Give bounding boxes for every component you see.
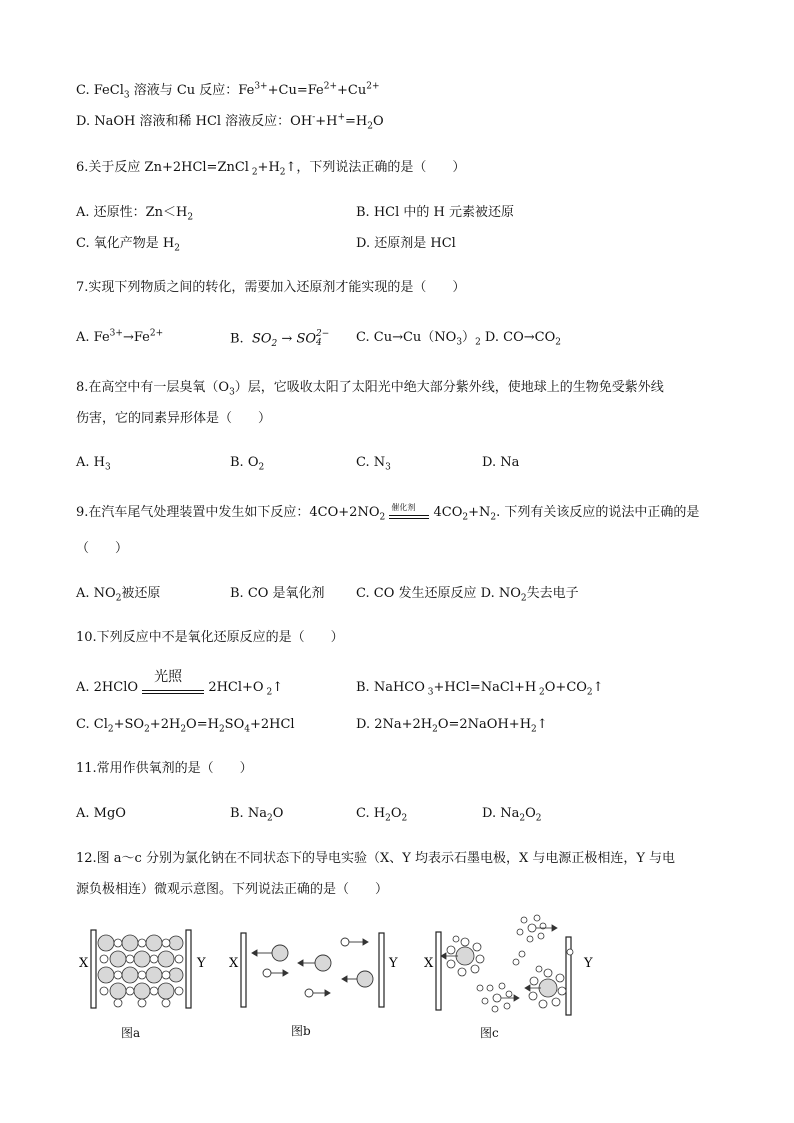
- q7-option-a: A. $Fe^{3+}\to Fe^{2+}$: [76, 328, 164, 345]
- q9-option-c: C. CO 发生还原反应 D. $NO_2$失去电子: [356, 586, 579, 604]
- q9-option-b: B. CO 是氧化剂: [230, 586, 325, 601]
- q6-option-a: A. 还原性：$Zn<H_2$: [76, 205, 194, 223]
- q6-option-c: C. 氧化产物是 $H_2$: [76, 236, 180, 254]
- q8-option-c: C. $N_3$: [356, 455, 391, 473]
- q8-option-b: B. $O_2$: [230, 455, 265, 473]
- figure-b-molten-nacl: [225, 925, 410, 1015]
- electrode-y-label: Y: [584, 956, 593, 971]
- hydrated-ions: [441, 915, 573, 1012]
- q11-option-b: B. $Na_2O$: [230, 806, 284, 824]
- q5-option-c: C. FeCl$_3$ 溶液与 Cu 反应：$Fe^{3+}+Cu=Fe^{2+}+Cu^{2+}$: [76, 81, 380, 101]
- electrode-x-label: X: [424, 956, 434, 971]
- electrode-x-label: X: [229, 956, 239, 971]
- q8-option-d: D. Na: [482, 455, 520, 470]
- catalyst-label: 催化剂: [391, 502, 416, 512]
- figure-a-solid-nacl: [75, 925, 215, 1015]
- q10-option-b: B. NaHCO $_3$+HCl=NaCl+H $_2O+CO_2↑$: [356, 680, 604, 698]
- q9-option-a: A. $NO_2$被还原: [76, 586, 161, 604]
- electrode-x: [436, 932, 441, 1010]
- catalyst-arrow: [389, 502, 429, 520]
- ion-lattice: [98, 935, 183, 1007]
- q8-option-a: A. $H_3$: [76, 455, 111, 473]
- q10-option-c: C. $Cl_2+SO_2+2H_2O=H_2SO_4+2HCl$: [76, 717, 295, 735]
- electrode-x-label: X: [79, 956, 89, 971]
- q11-option-c: C. $H_2O_2$: [356, 806, 408, 824]
- q12-stem-line1: 12.图 a～c 分别为氯化钠在不同状态下的导电实验（X、Y 均表示石墨电极，X 与电源正极相连，Y 与电: [76, 851, 676, 866]
- q6-stem: 6.关于反应 Zn+2HCl=ZnCl $_2+H_2↑$，下列说法正确的是（ ）: [76, 160, 466, 178]
- q11-option-d: D. $Na_2O_2$: [482, 806, 542, 824]
- q12-stem-line2: 源负极相连）微观示意图。下列说法正确的是（ ）: [76, 882, 389, 897]
- q9-stem-line1: 9.在汽车尾气处理装置中发生如下反应：$4CO+2NO_2$ 催化剂 $4CO_2+N_2$. 下列有关该反应的说法中正确的是: [76, 505, 699, 521]
- figure-a-caption: 图a: [121, 1026, 141, 1040]
- free-ions: [252, 938, 373, 997]
- q10-stem: 10.下列反应中不是氧化还原反应的是（ ）: [76, 630, 344, 645]
- electrode-y: [186, 930, 191, 1008]
- q6-option-d: D. 还原剂是 HCl: [356, 236, 456, 251]
- q8-stem-line2: 伤害，它的同素异形体是（ ）: [76, 411, 272, 426]
- q9-stem-line2: （ ）: [76, 541, 129, 556]
- electrode-y: [379, 933, 384, 1007]
- electrode-x: [91, 930, 96, 1008]
- figure-c-caption: 图c: [480, 1026, 499, 1040]
- q6-option-b: B. HCl 中的 H 元素被还原: [356, 205, 514, 220]
- electrode-y-label: Y: [197, 956, 206, 971]
- figure-b-caption: 图b: [291, 1024, 311, 1038]
- electrode-x: [241, 933, 246, 1007]
- q10-option-a: A. 2HClO 光照 2HCl+O $_2$↑: [76, 668, 284, 698]
- q10-option-d: D. $2Na+2H_2O=2NaOH+H_2↑$: [356, 717, 548, 735]
- q5-option-d: D. NaOH 溶液和稀 HCl 溶液反应：$OH^-+H^+=H_2O$: [76, 112, 384, 132]
- q7-option-b: B. $SO_2$ → SO 2− 4: [230, 329, 330, 350]
- q7-stem: 7.实现下列物质之间的转化，需要加入还原剂才能实现的是（ ）: [76, 280, 466, 295]
- light-condition-label: 光照: [154, 668, 183, 685]
- q7-option-c: C. $Cu\to Cu(NO_3)_2$ D. $CO\to CO_2$: [356, 330, 561, 348]
- q11-option-a: A. MgO: [76, 806, 126, 821]
- electrode-y-label: Y: [389, 956, 398, 971]
- q11-stem: 11.常用作供氧剂的是（ ）: [76, 761, 253, 776]
- light-condition-arrow: [142, 668, 204, 695]
- q8-stem-line1: 8.在高空中有一层臭氧$(O_3)$层，它吸收太阳了太阳光中绝大部分紫外线，使地球上的生物免受紫外线: [76, 380, 664, 398]
- figure-c-nacl-solution: [420, 912, 605, 1020]
